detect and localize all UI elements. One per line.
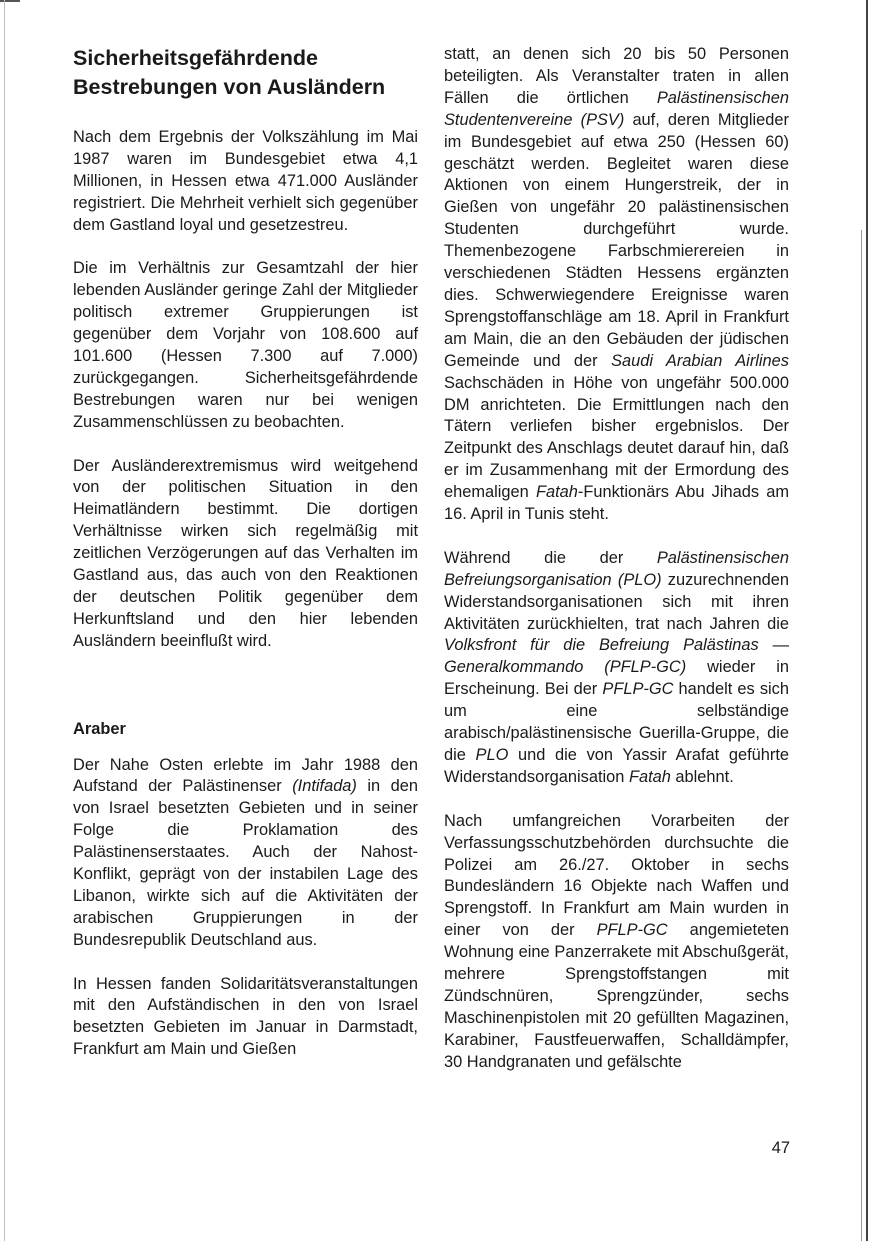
scan-border-right-inner [861,230,862,1241]
right-column [444,44,789,1095]
scan-border-left [4,0,5,1241]
paragraph-durchsuchung: Nach umfangreichen Vorarbeiten der Verfassungsschutzbehörden durchsuchte die Polizei am 26./27. Oktober in sechs Bundesländern 16 Objekte nach Waffen und Sprengstoff. In Frankfurt am Main wurden in einer von der PFLP-GC angemieteten Wohnung eine Panzerrakete mit Abschußgerät, mehrere Sprengstoffstangen mit Zündschnüren, Sprengzünder, sechs Maschinenpistolen mit 20 gefüllten Magazinen, Karabiner, Faustfeuerwaffen, Schalldämpfer, 30 Handgranaten und gefälschte [444,811,789,1071]
scan-border-corner [0,0,20,2]
paragraph-solidaritaet: In Hessen fanden Solidaritätsveranstaltungen mit den Aufständischen in den von Israel besetzten Gebieten im Januar in Darmstadt, Frankfurt am Main und Gießen [73,974,418,1059]
paragraph-mitglieder: Die im Verhältnis zur Gesamtzahl der hier lebenden Ausländer geringe Zahl der Mitglieder politisch extremer Gruppierungen ist gegenüber dem Vorjahr von 108.600 auf 101.600 (Hessen 7.300 auf 7.000) zurückgegangen. Sicherheitsgefährdende Bestrebungen waren nur bei wenigen Zusammenschlüssen zu beobachten. [73,259,418,431]
paragraph-volkszaehlung: Nach dem Ergebnis der Volkszählung im Mai 1987 waren im Bundesgebiet etwa 4,1 Millionen, in Hessen etwa 471.000 Ausländer registriert. Die Mehrheit verhielt sich gegenüber dem Gastland loyal und gesetzestreu. [73,128,418,234]
paragraph-naher-osten: Der Nahe Osten erlebte im Jahr 1988 den Aufstand der Palästinenser (Intifada) in den von Israel besetzten Gebieten und in seiner Folge die Proklamation des Palästinenserstaates. Auch der Nahost-Konflikt, geprägt von der instabilen Lage des Libanon, wirkte sich auf die Aktivitäten der arabischen Gruppierungen in der Bundesrepublik Deutschland aus. [73,755,418,949]
section-heading-araber: Araber [73,719,126,738]
paragraph-veranstaltungen: statt, an denen sich 20 bis 50 Personen beteiligten. Als Veranstalter traten in allen Fällen die örtlichen Palästinensischen Studentenvereine (PSV) auf, deren Mitglieder im Bundesgebiet auf etwa 250 (Hessen 60) geschätzt werden. Begleitet waren diese Aktionen von einem Hungerstreik, der in Gießen von ungefähr 20 palästinensischen Studenten durchgeführt wurde. Themenbezogene Farbschmierereien in verschiedenen Städten Hessens ergänzten dies. Schwerwiegendere Ereignisse waren Sprengstoffanschläge am 18. April in Frankfurt am Main, die an den Gebäuden der jüdischen Gemeinde und der Saudi Arabian Airlines Sachschäden in Höhe von ungefähr 500.000 DM anrichteten. Die Ermittlungen nach den Tätern verliefen bisher ergebnislos. Der Zeitpunkt des Anschlags deutet darauf hin, daß er im Zusammenhang mit der Ermordung des ehemaligen Fatah-Funktionärs Abu Jihads am 16. April in Tunis steht. [444,45,789,524]
page-number: 47 [771,1139,790,1157]
paragraph-auslaenderextremismus: Der Ausländerextremismus wird weitgehend von der politischen Situation in den Heimatländern bestimmt. Die dortigen Verhältnisse wirken sich regelmäßig mit zeitlichen Verzögerungen auf das Verhalten im Gastland aus, das auch von den Reaktionen der deutschen Politik gegenüber dem Herkunftsland und den hier lebenden Ausländern beeinflußt wird. [73,456,418,650]
scan-border-right [866,0,868,1241]
page-title: Sicherheitsgefährdende Bestrebungen von Ausländern [73,46,386,99]
left-column [73,44,418,1083]
paragraph-plo: Während die der Palästinensischen Befreiungsorganisation (PLO) zuzurechnenden Widerstandsorganisationen sich mit ihren Aktivitäten zurückhielten, trat nach Jahren die Volksfront für die Befreiung Palästinas — Generalkommando (PFLP-GC) wieder in Erscheinung. Bei der PFLP-GC handelt es sich um eine selbständige arabisch/palästinensische Guerilla-Gruppe, die die PLO und die von Yassir Arafat geführte Widerstandsorganisation Fatah ablehnt. [444,548,789,786]
section-spacer [73,675,418,719]
